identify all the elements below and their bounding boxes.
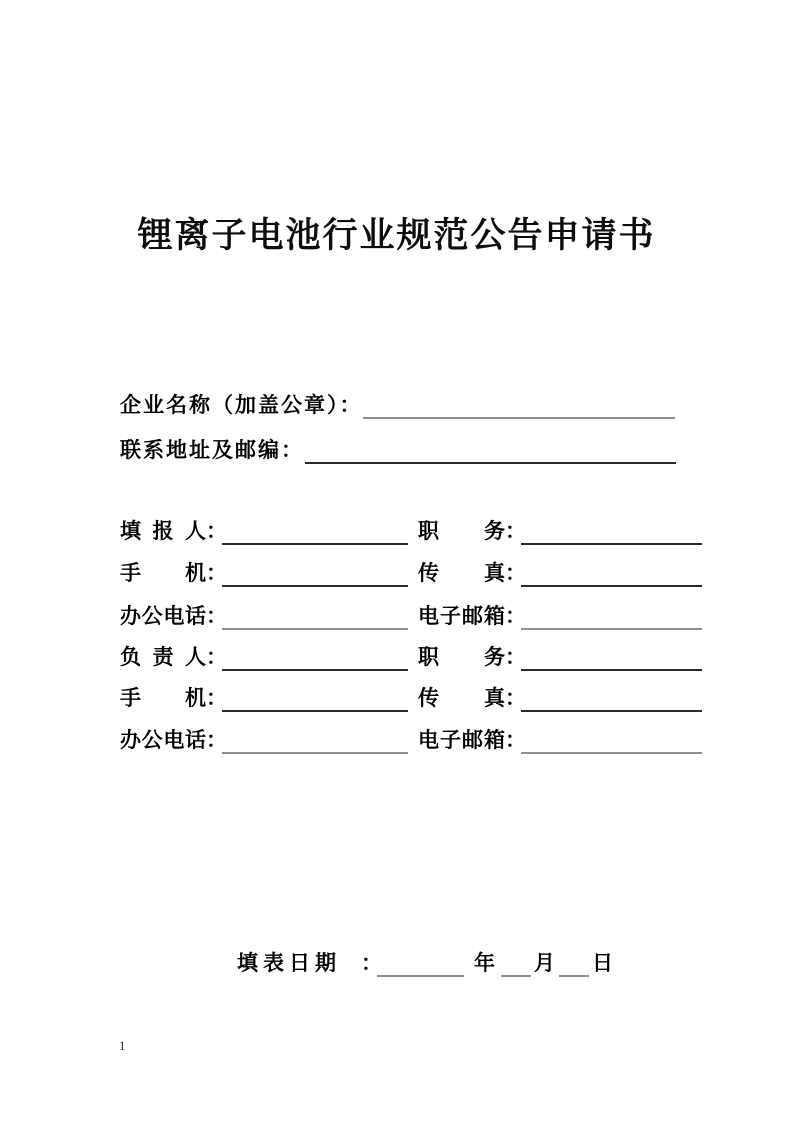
- fax-label: 传真: [418, 687, 505, 710]
- form-row-office-phone-email: [120, 604, 702, 630]
- colon-separator: ：: [505, 687, 526, 710]
- preparer-label: 填报人: [120, 520, 206, 543]
- colon-separator: ：: [206, 687, 227, 710]
- colon-separator: ：: [361, 952, 382, 975]
- office-phone-label: 办公电话: [120, 605, 206, 628]
- form-row-mobile-fax: [120, 561, 702, 587]
- form-row-office-phone-email-2: [120, 728, 702, 754]
- mobile-label: 手机: [120, 687, 206, 710]
- colon-separator: ：: [505, 520, 526, 543]
- document-title: 锂离子电池行业规范公告申请书: [137, 216, 656, 255]
- fax-input-line[interactable]: [521, 561, 702, 587]
- month-unit-label: 月: [534, 952, 555, 975]
- colon-separator: ：: [206, 520, 227, 543]
- month-input-line[interactable]: [501, 951, 531, 977]
- email-input-line[interactable]: [521, 728, 702, 754]
- responsible-person-label: 负责人: [120, 646, 206, 669]
- form-row-address-postcode: [120, 438, 676, 464]
- colon-separator: ：: [206, 562, 227, 585]
- company-name-input-line[interactable]: [363, 393, 675, 419]
- form-row-responsible-person-position: [120, 645, 702, 671]
- colon-separator: ：: [206, 605, 227, 628]
- colon-separator: ：: [505, 605, 526, 628]
- day-input-line[interactable]: [559, 951, 589, 977]
- day-unit-label: 日: [592, 952, 613, 975]
- page-number: 1: [119, 1038, 126, 1053]
- colon-separator: ：: [206, 646, 227, 669]
- fill-date-label: 填表日期: [237, 952, 341, 975]
- colon-separator: ：: [206, 729, 227, 752]
- mobile-input-line[interactable]: [222, 561, 408, 587]
- email-input-line[interactable]: [521, 604, 702, 630]
- form-row-mobile-fax-2: [120, 686, 702, 712]
- address-postcode-input-line[interactable]: [305, 438, 676, 464]
- form-row-fill-date: [237, 951, 613, 977]
- address-postcode-label: 联系地址及邮编：: [120, 439, 304, 462]
- office-phone-input-line[interactable]: [222, 728, 408, 754]
- colon-separator: ：: [505, 646, 526, 669]
- fax-label: 传真: [418, 562, 505, 585]
- office-phone-input-line[interactable]: [222, 604, 408, 630]
- position-input-line[interactable]: [521, 519, 702, 545]
- mobile-label: 手机: [120, 562, 206, 585]
- mobile-input-line[interactable]: [222, 686, 408, 712]
- email-label: 电子邮箱: [418, 729, 505, 752]
- preparer-input-line[interactable]: [222, 519, 408, 545]
- form-row-preparer-position: [120, 519, 702, 545]
- position-label: 职务: [418, 520, 505, 543]
- position-input-line[interactable]: [521, 645, 702, 671]
- year-unit-label: 年: [474, 952, 495, 975]
- fax-input-line[interactable]: [521, 686, 702, 712]
- form-row-company-name: [120, 393, 675, 419]
- colon-separator: ：: [505, 562, 526, 585]
- year-input-line[interactable]: [377, 951, 464, 977]
- colon-separator: ：: [505, 729, 526, 752]
- responsible-person-input-line[interactable]: [222, 645, 408, 671]
- email-label: 电子邮箱: [418, 605, 505, 628]
- position-label: 职务: [418, 646, 505, 669]
- company-name-label: 企业名称（加盖公章）：: [120, 394, 363, 417]
- office-phone-label: 办公电话: [120, 729, 206, 752]
